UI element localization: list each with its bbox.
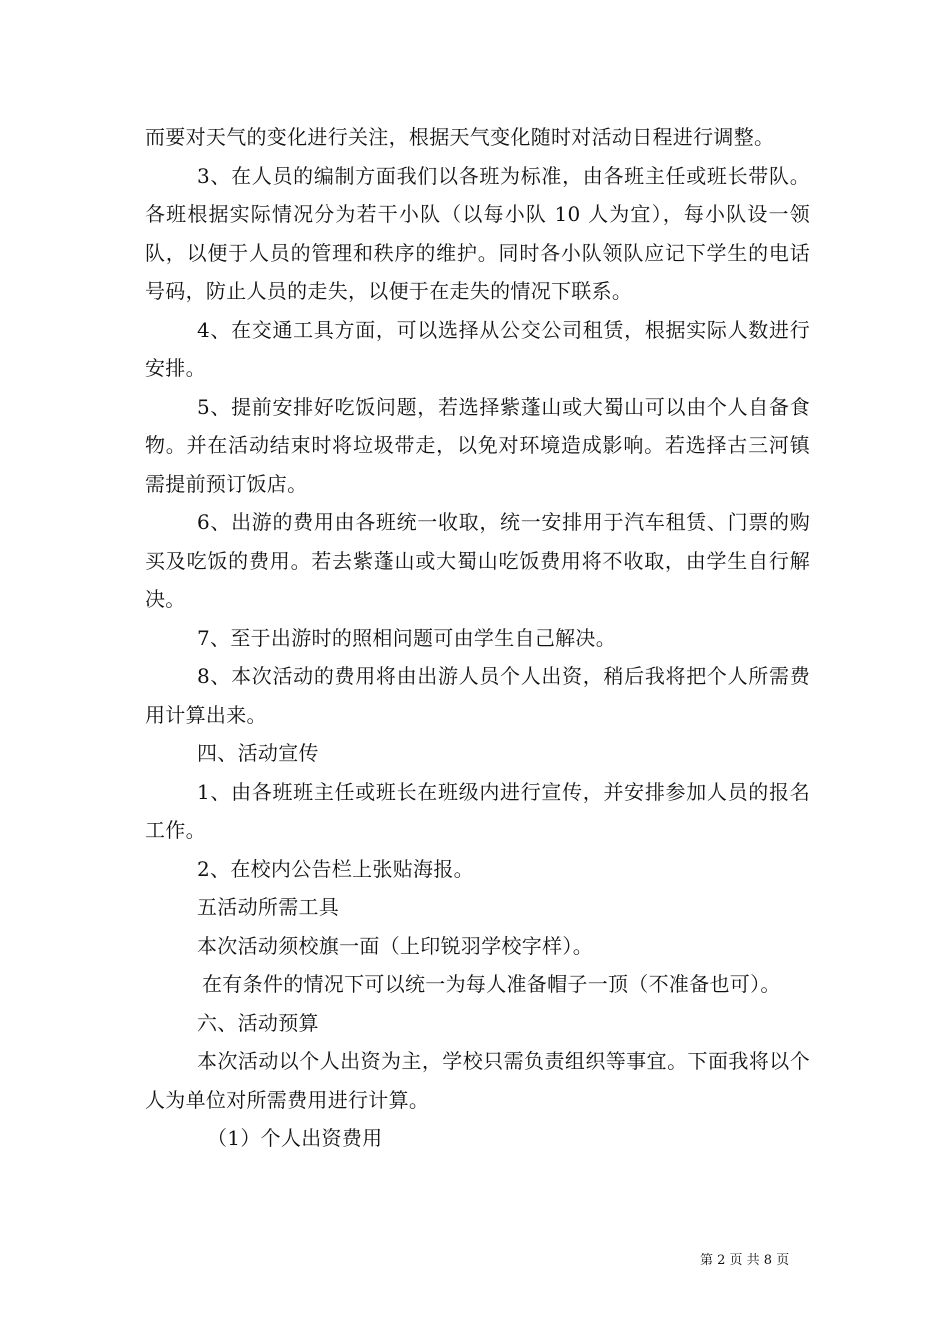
page-number: 第 2 页 共 8 页 [700, 1253, 790, 1268]
section-heading-publicity: 四、活动宣传 [197, 741, 319, 765]
section-heading-budget: 六、活动预算 [197, 1010, 319, 1035]
paragraph-staffing: 3、在人员的编制方面我们以各班为标准，由各班主任或班长带队。各班根据实际情况分为若干小队（以每小队 10 人为宜），每小队设一领队，以便于人员的管理和秩序的维护。同时各小队领队应记下学生的电话号码，防止人员的走失，以便于在走失的情况下联系。 [145, 163, 810, 303]
subheading-personal-cost: （1）个人出资费用 [207, 1126, 383, 1150]
document-body [145, 118, 810, 1158]
paragraph-hats: 在有条件的情况下可以统一为每人准备帽子一顶（不准备也可）。 [202, 972, 781, 996]
paragraph-weather-note: 而要对天气的变化进行关注，根据天气变化随时对活动日程进行调整。 [145, 125, 775, 149]
paragraph-publicity-poster: 2、在校内公告栏上张贴海报。 [197, 856, 474, 881]
paragraph-meals: 5、提前安排好吃饭问题，若选择紫蓬山或大蜀山可以由个人自备食物。并在活动结束时将垃圾带走，以免对环境造成影响。若选择古三河镇需提前预订饭店。 [145, 394, 810, 496]
paragraph-cost-calculation: 8、本次活动的费用将由出游人员个人出资，稍后我将把个人所需费用计算出来。 [145, 664, 810, 727]
section-heading-tools: 五活动所需工具 [197, 895, 340, 919]
paragraph-budget-intro: 本次活动以个人出资为主，学校只需负责组织等事宜。下面我将以个人为单位对所需费用进行计算。 [145, 1049, 810, 1112]
paragraph-publicity-class: 1、由各班班主任或班长在班级内进行宣传，并安排参加人员的报名工作。 [145, 779, 810, 842]
paragraph-fees: 6、出游的费用由各班统一收取，统一安排用于汽车租赁、门票的购买及吃饭的费用。若去紫蓬山或大蜀山吃饭费用将不收取，由学生自行解决。 [145, 510, 810, 611]
paragraph-school-flag: 本次活动须校旗一面（上印锐羽学校字样）。 [197, 933, 593, 958]
paragraph-photos: 7、至于出游时的照相问题可由学生自己解决。 [197, 625, 617, 650]
paragraph-transport: 4、在交通工具方面，可以选择从公交公司租赁，根据实际人数进行安排。 [145, 317, 810, 380]
